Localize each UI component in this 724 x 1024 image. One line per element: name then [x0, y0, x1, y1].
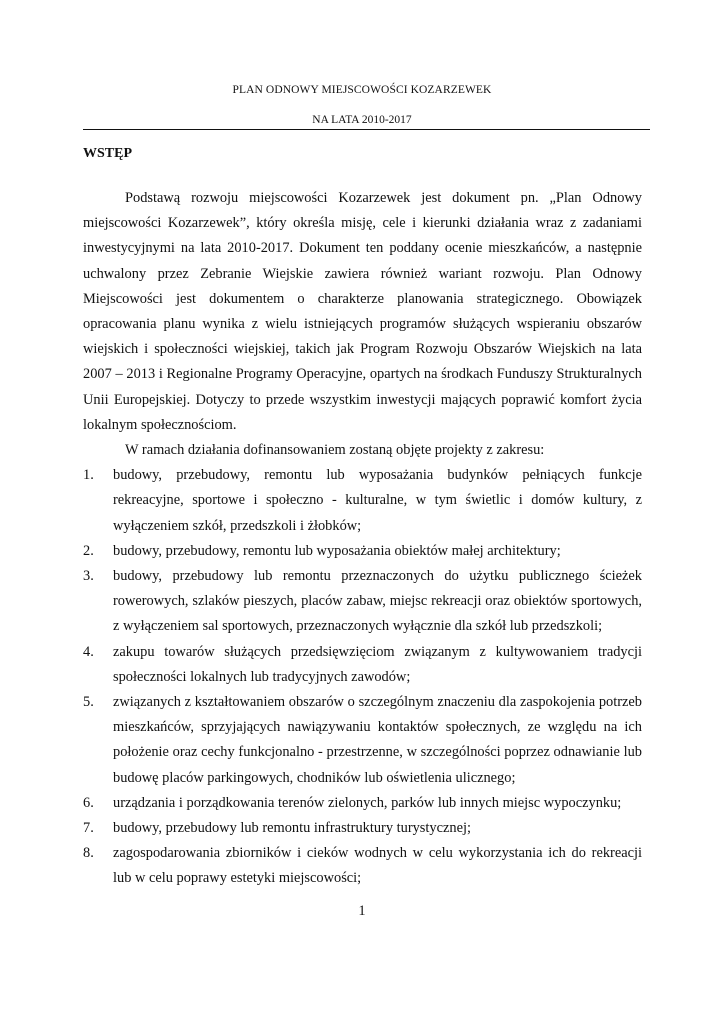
list-item-number: 5.	[83, 694, 94, 711]
list-item-text: związanych z kształtowaniem obszarów o szczególnym znaczeniu dla zaspokojenia potrzeb mieszkańców, sprzyjających nawiązywaniu kontaktów społecznych, ze względu na ich położenie oraz cechy funkcjonalno - przestrzenne, w szczególności poprzez odnawianie lub budowę placów parkingowych, chodników lub oświetlenia ulicznego;	[113, 694, 642, 786]
list-item	[83, 640, 642, 690]
list-item-number: 4.	[83, 643, 94, 660]
project-list	[83, 463, 642, 891]
list-item	[83, 463, 642, 539]
section-title: WSTĘP	[83, 146, 133, 161]
list-item-number: 3.	[83, 568, 94, 585]
header-divider	[83, 129, 650, 130]
document-body	[83, 186, 642, 892]
list-item-number: 2.	[83, 542, 94, 559]
document-header-subtitle: NA LATA 2010-2017	[312, 114, 412, 126]
document-header-title: PLAN ODNOWY MIEJSCOWOŚCI KOZARZEWEK	[232, 84, 492, 96]
list-item-text: zagospodarowania zbiorników i cieków wodnych w celu wykorzystania ich do rekreacji lub w celu poprawy estetyki miejscowości;	[113, 845, 642, 887]
list-item-text: zakupu towarów służących przedsięwzięciom związanym z kultywowaniem tradycji społeczności lokalnych lub tradycyjnych zawodów;	[113, 643, 642, 685]
list-item	[83, 564, 642, 640]
list-item-number: 1.	[83, 467, 94, 484]
list-item-text: budowy, przebudowy, remontu lub wyposażania budynków pełniących funkcje rekreacyjne, sportowe i społeczno - kulturalne, w tym świetlic i domów kultury, z wyłączeniem szkół, przedszkoli i żłobków;	[113, 467, 642, 534]
list-item	[83, 841, 642, 891]
list-item	[83, 791, 642, 816]
list-item	[83, 816, 642, 841]
list-item-number: 7.	[83, 820, 94, 837]
list-item	[83, 690, 642, 791]
list-item-text: budowy, przebudowy lub remontu przeznaczonych do użytku publicznego ścieżek rowerowych, szlaków pieszych, placów zabaw, miejsc rekreacji oraz obiektów sportowych, z wyłączeniem sal sportowych, przeznaczonych wyłącznie dla szkół lub przedszkoli;	[113, 568, 642, 635]
list-intro: W ramach działania dofinansowaniem zostaną objęte projekty z zakresu:	[125, 442, 545, 459]
list-item-number: 8.	[83, 845, 94, 862]
page-number: 1	[358, 903, 366, 919]
paragraph-intro: Podstawą rozwoju miejscowości Kozarzewek jest dokument pn. „Plan Odnowy miejscowości Kozarzewek”, który określa misję, cele i kierunki działania wraz z zadaniami inwestycyjnymi na lata 2010-2017. Dokument ten poddany ocenie mieszkańców, a następnie uchwalony przez Zebranie Wiejskie zawiera również wariant rozwoju. Plan Odnowy Miejscowości jest dokumentem o charakterze planowania strategicznego. Obowiązek opracowania planu wynika z wielu istniejących programów służących wspieraniu obszarów wiejskich i społeczności wiejskiej, takich jak Program Rozwoju Obszarów Wiejskich na lata 2007 – 2013 i Regionalne Programy Operacyjne, opartych na środkach Funduszy Strukturalnych Unii Europejskiej. Dotyczy to przede wszystkim inwestycji mających poprawić komfort życia lokalnym społecznościom.	[83, 190, 642, 433]
list-item-text: budowy, przebudowy lub remontu infrastruktury turystycznej;	[113, 820, 471, 837]
list-item-text: urządzania i porządkowania terenów zielonych, parków lub innych miejsc wypoczynku;	[113, 794, 622, 811]
list-item	[83, 539, 642, 564]
list-item-number: 6.	[83, 794, 94, 811]
list-item-text: budowy, przebudowy, remontu lub wyposażania obiektów małej architektury;	[113, 542, 561, 559]
